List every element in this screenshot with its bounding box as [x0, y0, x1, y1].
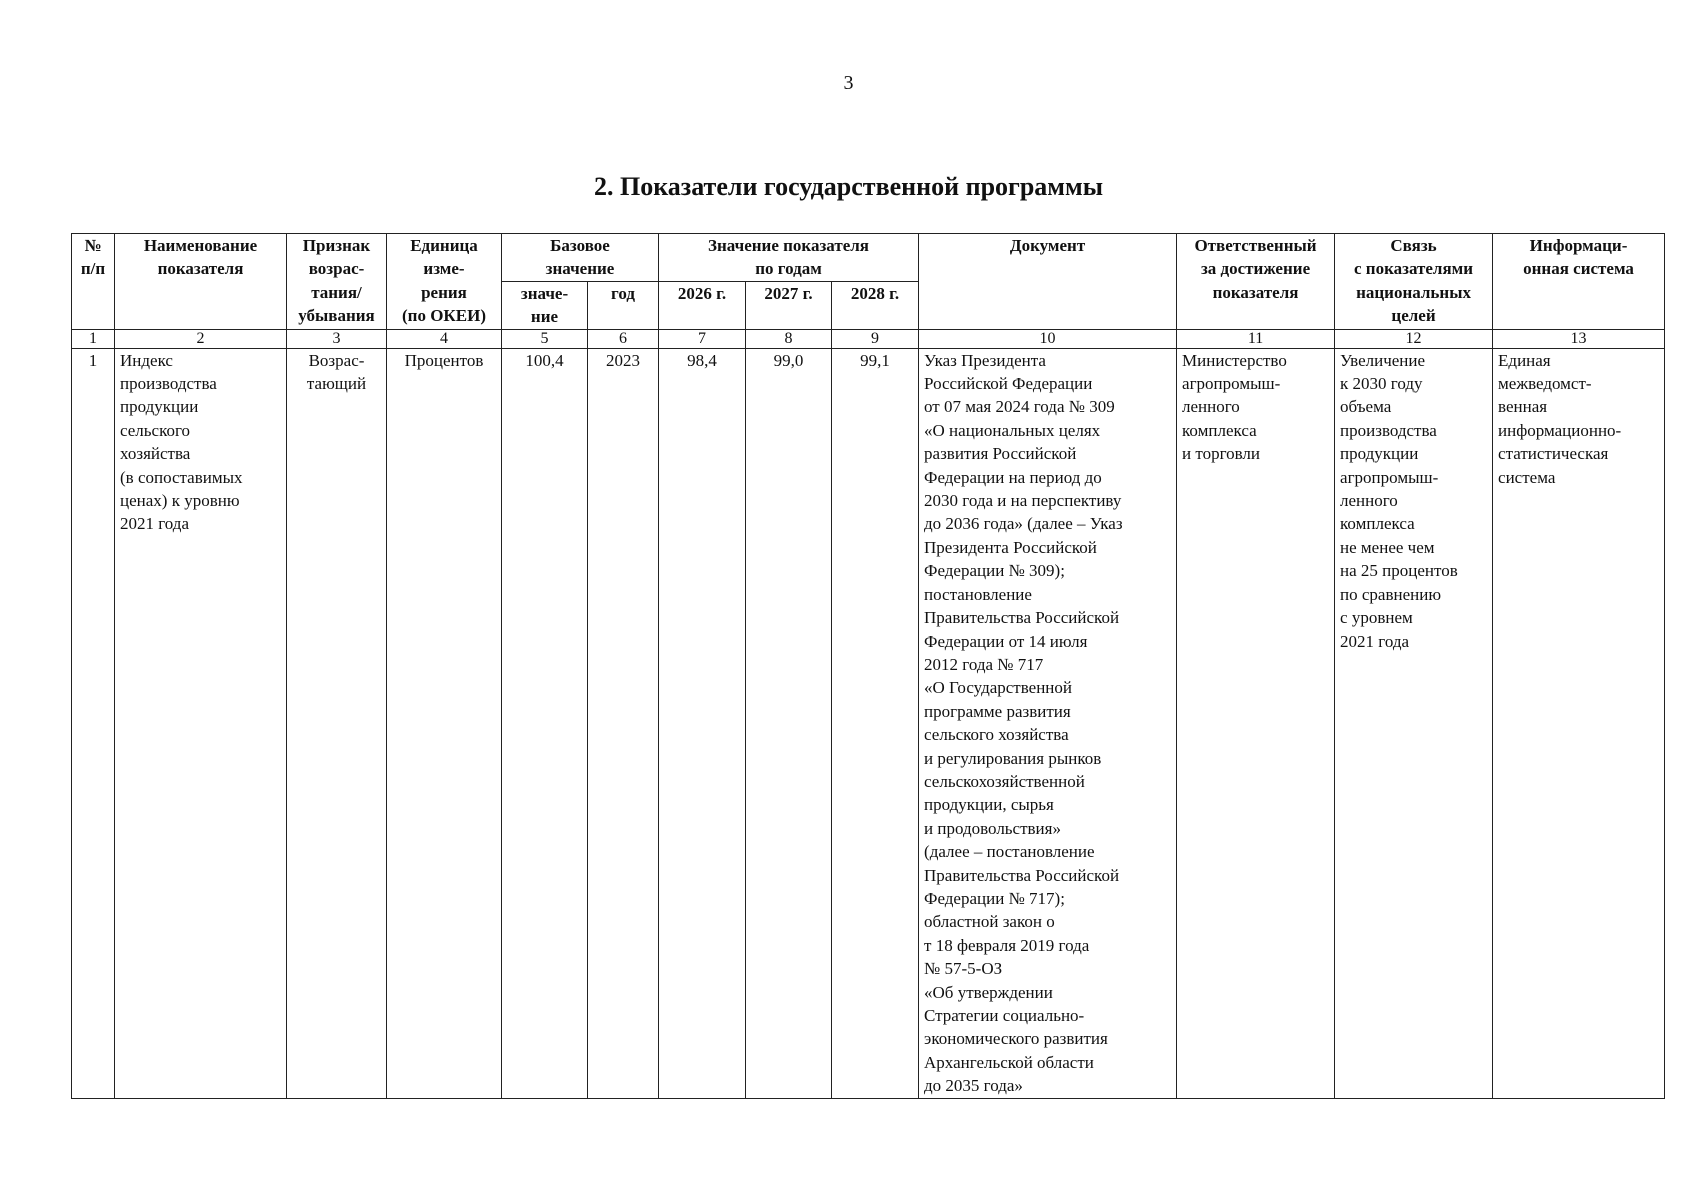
- column-number: 4: [387, 329, 502, 348]
- header-base-value: значе- ние: [502, 281, 588, 329]
- header-name: Наименование показателя: [115, 234, 287, 330]
- header-year-2027: 2027 г.: [746, 281, 832, 329]
- cell-value-2027: 99,0: [746, 348, 832, 1098]
- cell-responsible: Министерство агропромыш- ленного комплекса и торговли: [1177, 348, 1335, 1098]
- section-title: 2. Показатели государственной программы: [593, 172, 1104, 201]
- indicators-table: [71, 233, 1665, 1099]
- column-number: 8: [746, 329, 832, 348]
- column-numbers-row: [72, 329, 1665, 348]
- column-number: 3: [287, 329, 387, 348]
- header-base: Базовое значение: [502, 234, 659, 282]
- header-unit: Единица изме- рения (по ОКЕИ): [387, 234, 502, 330]
- column-number: 2: [115, 329, 287, 348]
- header-base-year: год: [588, 281, 659, 329]
- column-number: 1: [72, 329, 115, 348]
- table-row: [72, 348, 1665, 1098]
- column-number: 7: [659, 329, 746, 348]
- cell-value-2026: 98,4: [659, 348, 746, 1098]
- header-num: № п/п: [72, 234, 115, 330]
- column-number: 12: [1335, 329, 1493, 348]
- cell-num: 1: [72, 348, 115, 1098]
- cell-unit: Процентов: [387, 348, 502, 1098]
- page-number: 3: [843, 72, 854, 94]
- cell-link: Увеличение к 2030 году объема производства продукции агропромыш- ленного комплекса не менее чем на 25 процентов по сравнению с уровнем 2021 года: [1335, 348, 1493, 1098]
- cell-base-value: 100,4: [502, 348, 588, 1098]
- column-number: 13: [1493, 329, 1665, 348]
- column-number: 5: [502, 329, 588, 348]
- header-info-system: Информаци- онная система: [1493, 234, 1665, 330]
- cell-base-year: 2023: [588, 348, 659, 1098]
- column-number: 9: [832, 329, 919, 348]
- cell-value-2028: 99,1: [832, 348, 919, 1098]
- cell-trend: Возрас- тающий: [287, 348, 387, 1098]
- header-year-2028: 2028 г.: [832, 281, 919, 329]
- header-row-top: [72, 234, 1665, 282]
- cell-info-system: Единая межведомст- венная информационно- статистическая система: [1493, 348, 1665, 1098]
- cell-name: Индекс производства продукции сельского хозяйства (в сопоставимых ценах) к уровню 2021 года: [115, 348, 287, 1098]
- header-years-group: Значение показателя по годам: [659, 234, 919, 282]
- cell-document: Указ Президента Российской Федерации от 07 мая 2024 года № 309 «О национальных целях развития Российской Федерации на период до 2030 года и на перспективу до 2036 года» (далее – Указ Президента Российской Федерации № 309); постановление Правительства Российской Федерации от 14 июля 2012 года № 717 «О Государственной программе развития сельского хозяйства и регулирования рынков сельскохозяйственной продукции, сырья и продовольствия» (далее – постановление Правительства Российской Федерации № 717); областной закон о т 18 февраля 2019 года № 57-5-ОЗ «Об утверждении Стратегии социально- экономического развития Архангельской области до 2035 года»: [919, 348, 1177, 1098]
- header-responsible: Ответственный за достижение показателя: [1177, 234, 1335, 330]
- header-year-2026: 2026 г.: [659, 281, 746, 329]
- column-number: 10: [919, 329, 1177, 348]
- column-number: 6: [588, 329, 659, 348]
- column-number: 11: [1177, 329, 1335, 348]
- header-document: Документ: [919, 234, 1177, 330]
- header-trend: Признак возрас- тания/ убывания: [287, 234, 387, 330]
- header-link: Связь с показателями национальных целей: [1335, 234, 1493, 330]
